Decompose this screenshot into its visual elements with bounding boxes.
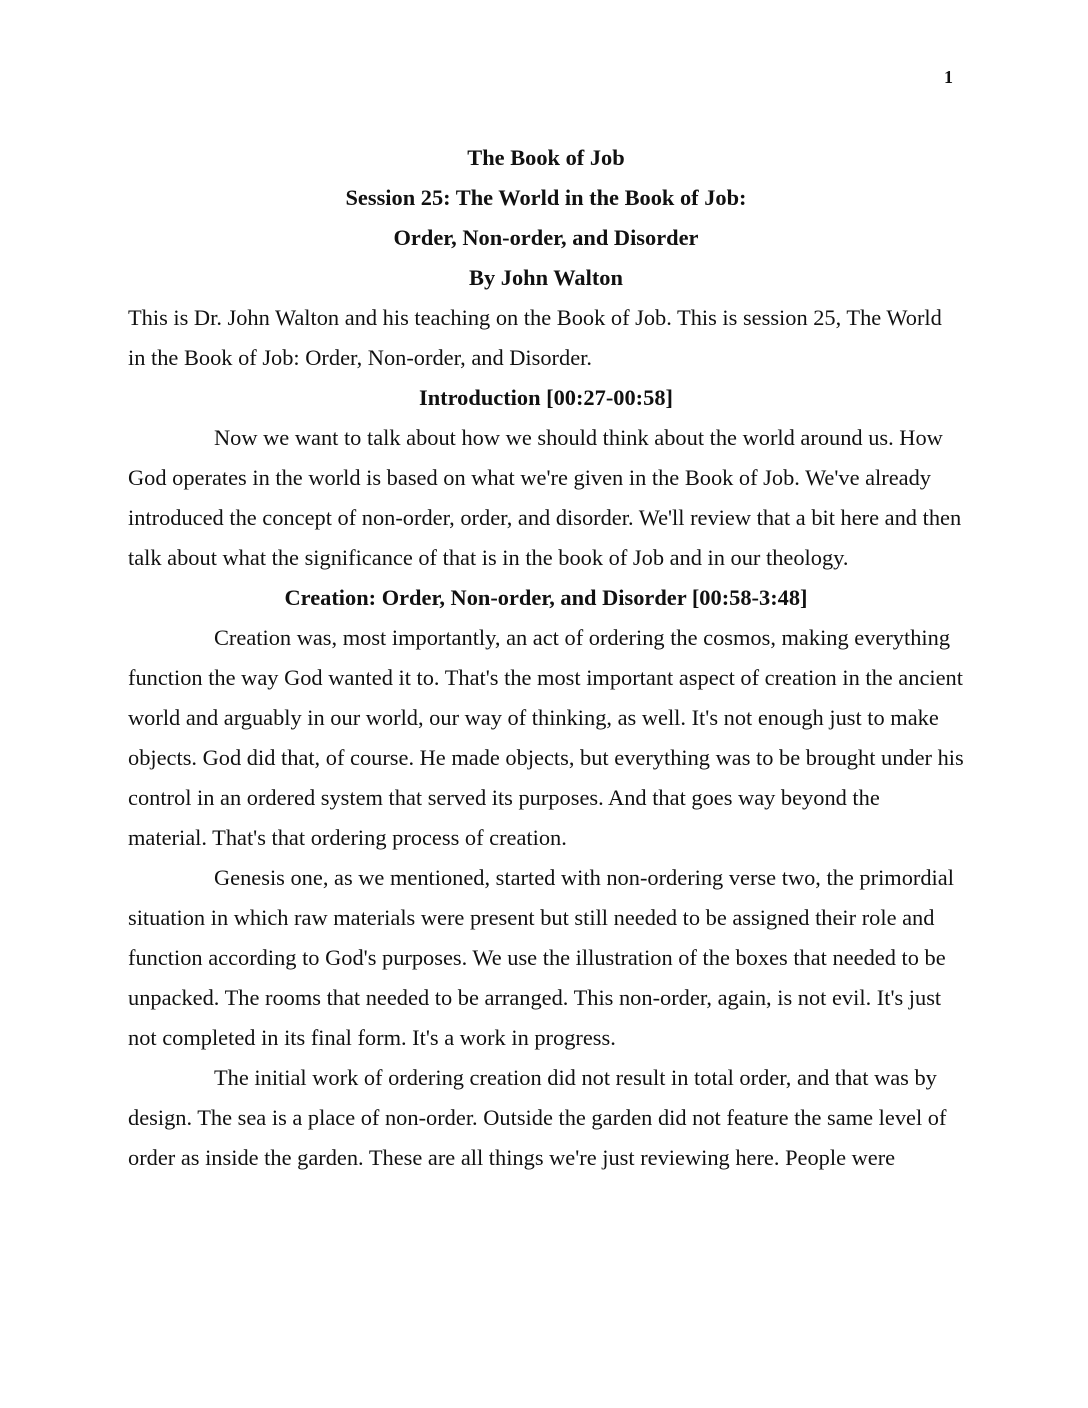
document-title: The Book of Job: [467, 145, 625, 170]
session-title: Session 25: The World in the Book of Job:: [345, 185, 747, 210]
section-heading-creation: Creation: Order, Non-order, and Disorder [00:58-3:48]: [284, 585, 808, 610]
paragraph: Now we want to talk about how we should think about the world around us. How God operates in the world is based on what we're given in the Book of Job. We've already introduced the concept of non-order, order, and disorder. We'll review that a bit here and then talk about what the significance of that is in the book of Job and in our theology.: [128, 425, 962, 570]
paragraph: Genesis one, as we mentioned, started with non-ordering verse two, the primordial situation in which raw materials were present but still needed to be assigned their role and function according to God's purposes. We use the illustration of the boxes that needed to be unpacked. The rooms that needed to be arranged. This non-order, again, is not evil. It's just not completed in its final form. It's a work in progress.: [128, 865, 954, 1050]
paragraph: Creation was, most importantly, an act of ordering the cosmos, making everything function the way God wanted it to. That's the most important aspect of creation in the ancient world and arguably in our world, our way of thinking, as well. It's not enough just to make objects. God did that, of course. He made objects, but everything was to be brought under his control in an ordered system that served its purposes. And that goes way beyond the material. That's that ordering process of creation.: [128, 625, 964, 850]
page-number: 1: [944, 67, 953, 87]
session-subtitle: Order, Non-order, and Disorder: [393, 225, 699, 250]
author-line: By John Walton: [469, 265, 623, 290]
document-body: [128, 138, 964, 1178]
section-heading-introduction: Introduction [00:27-00:58]: [419, 385, 673, 410]
intro-paragraph: This is Dr. John Walton and his teaching on the Book of Job. This is session 25, The World in the Book of Job: Order, Non-order, and Disorder.: [128, 305, 942, 370]
paragraph: The initial work of ordering creation did not result in total order, and that was by design. The sea is a place of non-order. Outside the garden did not feature the same level of order as inside the garden. These are all things we're just reviewing here. People were: [128, 1065, 947, 1170]
